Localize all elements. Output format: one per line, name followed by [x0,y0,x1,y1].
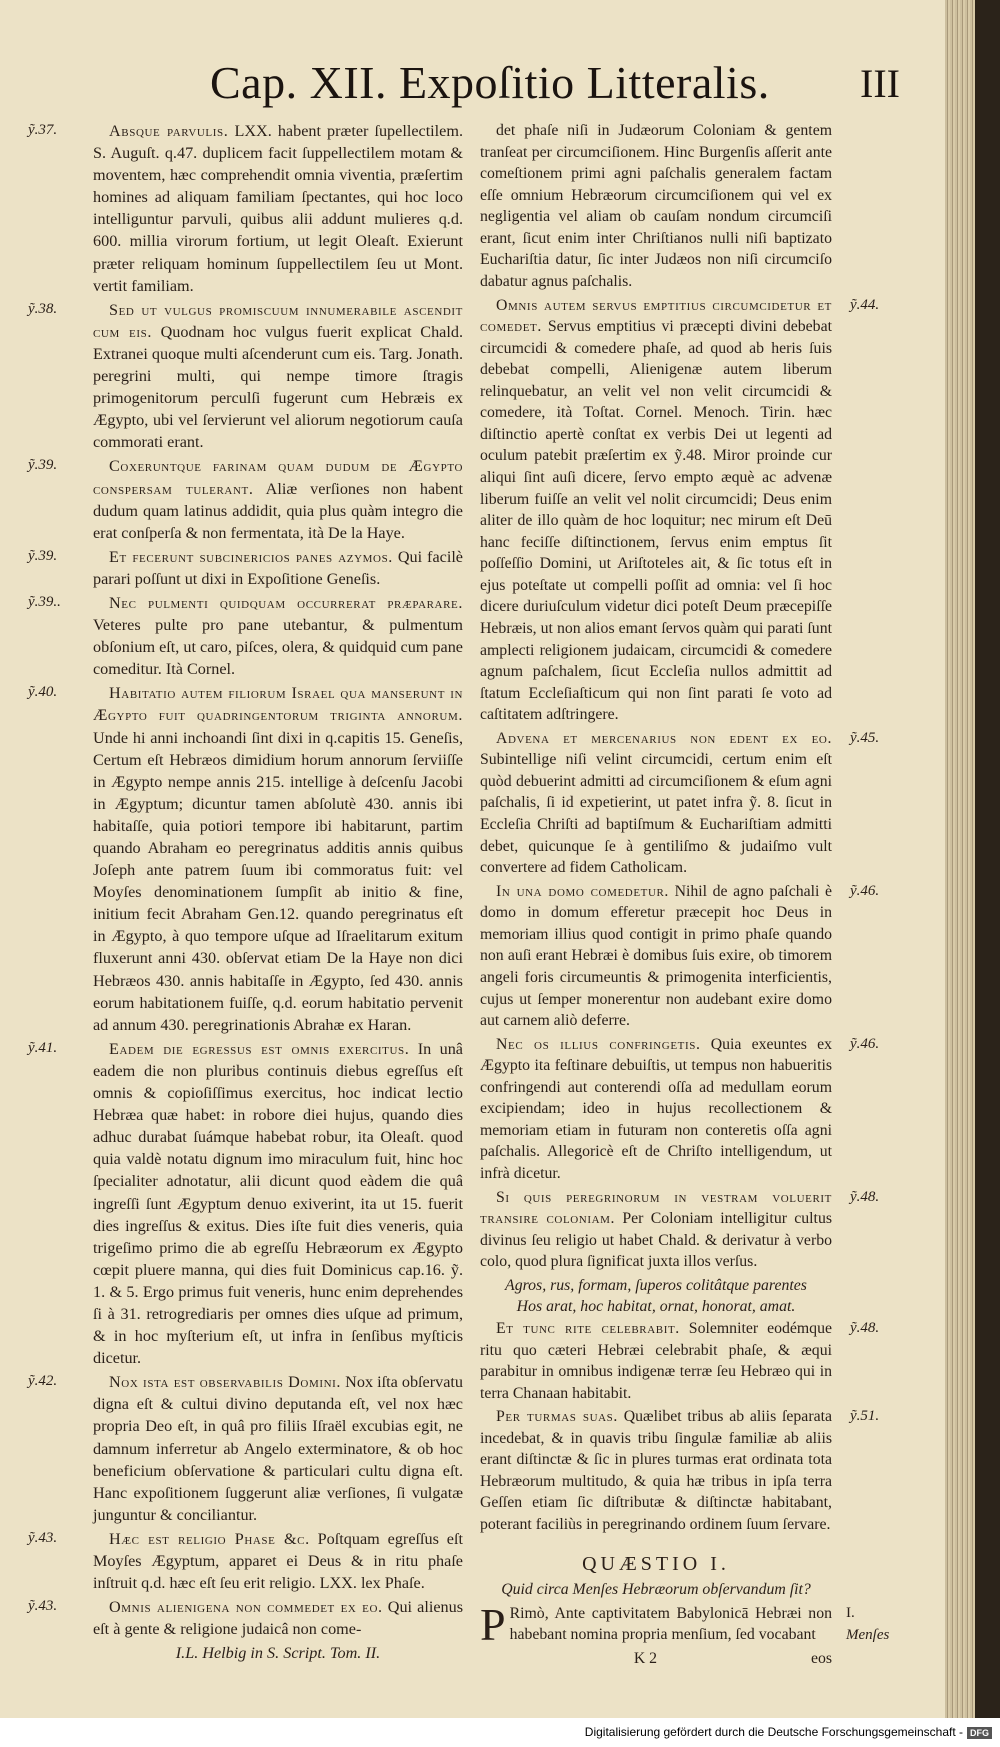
verse-marker: ỹ.39. [28,457,58,473]
paragraph [480,295,832,726]
quaestio-margin-number: I. [846,1605,855,1621]
paragraph-lead: Omnis alienigena non commedet ex eo. [109,1598,383,1617]
verse-marker: ỹ.48. [850,1189,880,1205]
paragraph-text: In unâ eadem die non pluribus continuis diebus egreſſus eſt omnis & copioſiſſimus exercitus, hoc indicat lectio Hebræa quæ habet: in robore diei hujus, quando dies adhuc durabat ſuámque habebat robur, ita Oleaſt. quod quia valdè notatu dignum imo miraculum fuit, hinc hoc ſpecialiter adnotatur, alii dicunt quod eàdem die quâ ingreſſi ſunt Ægyptum denuo exiverint, ita ut 15. fuerit dies ingreſſus & exitus. Dies iſte fuit dies veneris, quia trigeſimo primo die ab egreſſu Hebræorum ex Ægypto cœpit pluere manna, qui dies fuit Dominicus cap.16. ỹ. 1. & 5. Ergo primus fuit veneris, hunc enim deprehendes ſi à 31. retrogrediaris per omnes dies uſque ad primum, & in hoc myſterium eſt, ut infra in ſenſibus myſticis dicetur. [93,1039,463,1368]
quaestio-paragraph [480,1598,832,1650]
poem-line: Hos arat, hoc habitat, ornat, honorat, amat. [516,1298,796,1316]
footer-credit [585,1725,992,1739]
verse-marker: ỹ.43. [28,1598,58,1614]
paragraph [93,1596,463,1640]
quaestio-subtitle: Quid circa Menſes Hebræorum obſervandum ſit? [501,1581,811,1599]
left-column [93,120,463,1664]
page-edge [945,0,975,1718]
right-column [480,120,832,1669]
paragraph [93,1528,463,1594]
verse-marker: ỹ.38. [28,301,58,317]
paragraph-text: Nox iſta obſervatu digna eſt & cultui divino deputanda eſt, vel nox hæc propria Deo eſt, in quâ pro filiis Iſraël excubias egit, ne damnum inferretur ab Angelo exterminatore, & ob hoc beneficium obſervatione & particulari cultu digna eſt. Hanc expoſitionem ſuggerunt aliæ verſiones, ſi vulgatæ junguntur & conciliantur. [93,1373,463,1524]
paragraph-lead: Sed ut vulgus promiscuum innumerabile ascendit cum eis. [93,300,463,341]
paragraph [93,455,463,543]
drop-cap: P [480,1598,506,1650]
dfg-logo-badge: DFG [967,1727,992,1739]
verse-marker: ỹ.43. [28,1530,58,1546]
paragraph [93,682,463,1036]
paragraph [93,1038,463,1369]
paragraph-lead: Coxeruntque farinam quam dudum de Ægypto conspersam tulerant. [93,457,463,498]
verse-marker: ỹ.39. [28,548,58,564]
paragraph [93,1371,463,1526]
paragraph-text: Quælibet tribus ab aliis ſeparata incedebat, & in quavis tribu ſingulæ familiæ ab aliis erant diſtinctæ & ſic in plures turmas erat ordinata tota Hebræorum multitudo, & quia hæ tribus in ipſa terra Geſſen etiam ſic diſtributæ & diſtinctæ habitabant, poterant faciliùs in peregrinando ordinem ſuum ſervare. [480,1408,832,1533]
paragraph-lead: Et tunc rite celebrabit. [496,1319,680,1337]
paragraph [93,592,463,680]
paragraph-lead: Nec os illius confringetis. [496,1035,701,1053]
verse-marker: ỹ.42. [28,1373,58,1389]
verse-marker: ỹ.46. [850,1036,880,1052]
book-cover-edge [975,0,1000,1718]
paragraph-text: Unde hi anni inchoandi ſint dixi in q.capitis 15. Geneſis, Certum eſt Hebræos dimidium horum annorum ſerviiſſe in Ægypto nempe annis 215. intellige à deſcenſu Jacobi in Ægyptum; dicuntur tamen abſolutè 430. annis ibi habitaſſe, quia potiori tempore ibi habitarunt, partim quando Abraham eo peregrinatus additis annis quibus Joſeph ante patrem ſuum ibi commoratus fuit: vel Moyſes denominationem ſumpſit ab initio & fine, initium fecit Abraham Gen.12. quando peregrinatus eſt in Ægypto, à quo tempore uſque ad Iſraelitarum exitum fluxerunt anni 430. obſervat etiam De la Haye non dici Hebræos 430. annis habitaſſe in Ægypto, ſed 430. annis eorum habitationem fuiſſe, q.d. eorum habitatio pervenit ad annum 430. peregrinationis Abrahæ ex Haran. [93,728,463,1034]
verse-marker: ỹ.37. [28,122,58,138]
verse-marker: ỹ.45. [850,730,880,746]
page-header [0,50,945,120]
paragraph-lead: Eadem die egressus est omnis exercitus. [109,1039,410,1058]
paragraph-lead: Hæc est religio Phase &c. [109,1529,310,1548]
verse-marker: ỹ.40. [28,684,58,700]
verse-marker: ỹ.39.. [28,594,61,610]
paragraph-lead: Per turmas suas. [496,1408,618,1426]
footer-strip [0,1718,1000,1747]
running-signature: I.L. Helbig in S. Script. Tom. II. [175,1644,381,1663]
paragraph-text: Aliæ verſiones non habent dudum quam latinus addidit, quia plus quàm integro die erat conſperſa & non fermentata, ità De la Haye. [93,479,464,542]
paragraph-lead: In una domo comedetur. [496,882,669,900]
verse-marker: ỹ.44. [850,297,880,313]
paragraph-lead: Nec pulmenti quidquam occurrerat præparare. [109,593,463,612]
paragraph [480,728,832,879]
paragraph-text: Qui facilè parari poſſunt ut dixi in Expoſitione Geneſis. [93,547,463,588]
paragraph [93,120,463,297]
poem-line: Agros, rus, formam, ſuperos colitâtque parentes [505,1276,807,1294]
paragraph [93,299,463,454]
paragraph-lead: Omnis autem servus emptitius circumcidetur et comedet. [480,296,832,336]
footer-credit-text: Digitalisierung gefördert durch die Deutsche Forschungsgemeinschaft - [584,1725,963,1739]
paragraph-text: Quodnam hoc vulgus fuerit explicat Chald. Extranei quoque multi aſcenderunt cum eis. Targ. Jonath. peregrini multi, qui nempe timore ſtragis primogenitorum perculſi fugerunt cum Hebræis ex Ægypto, ubi vel ſervierunt vel aliorum negotiorum cauſa commorati erant. [93,322,463,452]
quaestio-title: QUÆSTIO I. [582,1552,730,1575]
paragraph-text: Qui alienus eſt à gente & religione judaicâ non come- [93,1598,463,1639]
paragraph [93,546,463,590]
quaestio-margin-word: Menſes [846,1627,890,1643]
quaestio-text: Rimò, Ante captivitatem Babylonicā Hebræi non habebant nomina propria menſium, ſed vocabant [509,1604,832,1644]
paragraph-lead: Advena et mercenarius non edent ex eo. [496,729,832,747]
catchword: eos [810,1649,832,1667]
signature-line [480,1648,832,1670]
paragraph [480,1318,832,1404]
paragraph [480,120,832,293]
paragraph-text: det phaſe niſi in Judæorum Coloniam & gentem tranſeat per circumciſionem. Hinc Burgenſis aſſerit ante comeſtionem primi agni paſchalis generalem factam eſſe omnium Hebræorum circumciſionem qui vel ex negligentia vel aliam ob cauſam nondum circumciſi erant, ſicut enim inter Chriſtianos nulli niſi baptizato Euchariſtia datur, ſic inter Judæos non niſi circumciſo dabatur agnus paſchalis. [480,122,832,290]
page-title: Cap. XII. Expoſitio Litteralis. [210,57,770,108]
paragraph-lead: Habitatio autem filiorum Israel qua manserunt in Ægypto fuit quadringentorum triginta annorum. [93,684,463,725]
paragraph-text: Per Coloniam intelligitur cultus divinus ſeu religio ut habet Chald. & derivatur à verbo colo, quod plura ſignificat juxta illos verſus. [480,1210,832,1271]
paragraph-text: Servus emptitius vi præcepti divini debebat circumcidi & comedere phaſe, ad quod ab heris ſuis debebat compelli, Alienigenæ autem liberum relinquebatur, an velit vel non velit circumcidi & comedere, ità Toſtat. Cornel. Menoch. Tirin. hæc diſtinctio apertè conſtat ex verbis Dei ut legenti ad oculum patebit præſertim ex ỹ.48. Miror proinde cur aliqui ſint auſi dicere, ſervo empto æquè ac advenæ liberum fuiſſe an velit vel nolit circumcidi; Deus enim aliter de illo quàm de hoc loquitur; nec mirum eſt Deū hanc feciſſe diſtinctionem, ſervus enim emptus ſit poſſeſſio Domini, ut Ariſtoteles ait, & ſic totus eſt in ejus poteſtate ut compelli poſſit ad omnia: vel ſi hoc dicere duriuſculum videtur dici poteſt Deum præcepiſſe Hebræis, ut non alios emant ſervos quàm qui parati ſunt amplecti religionem judaicam, circumcidi & comedere agnum paſchalem, ſicut Eccleſia nullos admittit ad ſtatum Eccleſiaſticum qui non ſint parati ſe voto ad caſtitatem adſtringere. [480,318,832,724]
page-number: III [860,61,900,106]
verse-marker: ỹ.48. [850,1320,880,1336]
paragraph-lead: Absque parvulis. [109,122,229,140]
paragraph-lead: Nox ista est observabilis Domini. [109,1373,342,1392]
verse-marker: ỹ.51. [850,1408,880,1424]
verse-marker: ỹ.46. [850,883,880,899]
paragraph-text: Veteres pulte pro pane utebantur, & pulmentum obſonium eſt, ut caro, piſces, olera, & quidquid cum pane comeditur. Ità Cornel. [93,616,463,679]
paragraph [480,1406,832,1535]
paragraph [480,881,832,1032]
paragraph-text: LXX. habent præter ſupellectilem. S. Auguſt. q.47. duplicem facit ſuppellectilem motam & moventem, hæc comprehendit omnia viventia, præſertim homines ad aliquam familiam ſpectantes, qui hoc loco intelliguntur parvuli, quibus alii addunt mulieres q.d. 600. millia virorum fortium, ut legit Oleaſt. Exierunt præter reliquam hominum ſuppellectilem ſeu ut Mont. vertit familiam. [93,122,464,295]
paragraph [480,1187,832,1273]
paragraph-text: Quia exeuntes ex Ægypto ita feſtinare debuiſtis, ut tempus non habueritis confringendi aut conterendi oſſa ad medullam eorum excipiendam; ideo in hujus recollectionem & memoriam etiam in futuram non conteretis oſſa agni paſchalis. Allegoricè eſt de Chriſto intelligendum, ut infrà dicetur. [480,1035,832,1182]
paragraph-text: Poſtquam egreſſus eſt Moyſes Ægyptum, apparet ei Deus & in ritu phaſe inſtruit q.d. hæc eſt ſeu erit religio. LXX. lex Phaſe. [93,1529,463,1593]
verse-marker: ỹ.41. [28,1040,58,1056]
poem-block [480,1275,832,1318]
signature-mark: K 2 [633,1649,658,1667]
paragraph-text: Nihil de agno paſchali è domo in domum efferetur præcepit hoc Deus in memoriam illius quod contigit in primo phaſe quando non auſi erant Hebræi è domibus ſuis exire, ob timorem angeli foris circumeuntis & primogenita interficientis, cujus ut ſemper monerentur non audebant exire domo aut carnem aliò deferre. [480,882,832,1030]
paragraph-text: Solemniter eodémque ritu quo cæteri Hebræi celebrabit phaſe, & æqui parabitur in omnibus indigenæ terræ ſeu Hebræo qui in terra Chanaan habitabit. [480,1319,832,1402]
paragraph [480,1034,832,1185]
paragraph-lead: Et fecerunt subcinericios panes azymos. [109,547,393,566]
paragraph-lead: Si quis peregrinorum in vestram voluerit transire coloniam. [480,1188,832,1228]
paragraph-text: Subintellige niſi velint circumcidi, certum enim eſt quòd debuerint admitti ad circumciſionem & eſum agni paſchalis, ſi id expetierint, ut patet infra ỹ. 8. ſicut in Eccleſia Chriſti ad baptiſmum & Euchariſtiam admitti debet, quicunque ſe à gentiliſmo & judaiſmo vult convertere ad fidem Catholicam. [480,751,832,877]
